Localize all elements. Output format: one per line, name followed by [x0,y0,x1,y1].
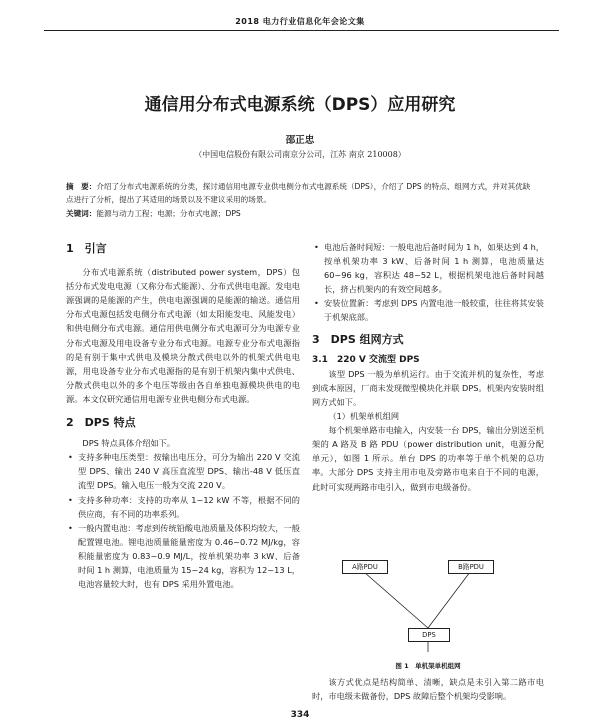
abstract-label: 摘 要： [66,182,97,191]
abstract [66,180,536,206]
subsection-1-heading: （1）机架单机组网 [328,411,400,422]
keywords-label: 关键词： [66,209,97,218]
section-2-heading: 2 DPS 特点 [66,416,136,430]
keywords-text: 能源与动力工程；电源；分布式电源；DPS [96,209,241,218]
paper-author: 邵正忠 [285,135,315,146]
abstract-text: 介绍了分布式电源系统的分类，探讨通信用电源专业供电侧分布式电源系统（DPS），介绍了 DPS 的特点、组网方式，并对其优缺点进行了分析，提出了其适用的场景以及不建议采用的场景。 [66,182,531,204]
pdu-b-box: B路PDU [448,560,494,574]
dps-box: DPS [408,628,450,642]
closing-paragraph: 该方式优点是结构简单、清晰，缺点是未引入第二路市电时，市电级未做备份，DPS 故障后整个机架均受影响。 [312,677,544,702]
keywords [66,207,536,220]
paper-title: 通信用分布式电源系统（DPS）应用研究 [144,95,456,115]
page-number: 334 [290,710,310,720]
bullet-power-range: • 支持多种功率：支持的功率从 1~12 kW 不等，根据不同的供应商，有不同的功率系列。 [66,493,300,521]
section-3-1-paragraph: 该型 DPS 一般为单机运行。由于交流并机的复杂性，考虑到成本原因，厂商未发现微型模块化并联 DPS。机架内安装时组网方式如下。 [312,368,544,407]
figure-1-caption: 图 1 单机架单机组网 [395,662,461,670]
closing-paragraph-block [312,675,544,703]
bullet-install-position: • 安装位置新：考虑到 DPS 内置电池一般较重，往往将其安装于机架底部。 [312,296,544,324]
header-rule [44,30,559,31]
connector-a [364,572,428,628]
bullet-short-backup: • 电池后备时间短：一般电池后备时间为 1 h，如果达到 4 h，按单机架功率 3 kW、后备时间 1 h 测算，电池质量达 60~96 kg，容积达 48~52 L，根据机架电池后备时间越长，挤占机架内的有效空间越多。 [312,240,544,296]
paper-affiliation: （中国电信股份有限公司南京分公司，江苏 南京 210008） [194,150,406,159]
right-column [312,240,544,494]
bullet-internal-battery: • 一般内置电池：考虑到传统铅酸电池质量及体积均较大，一般配置锂电池。锂电池质量能量密度为 0.46~0.72 MJ/kg，容积能量密度为 0.83~0.9 MJ/L，按单机架功率 3 kW、后备时间 1 h 测算，电池质量为 15~24 kg，容积为 12~13 L，电池容量较大时，也有 DPS 采用外置电池。 [66,521,300,591]
connector-b [428,572,470,628]
bullet-voltage-types: • 支持多种电压类型：按输出电压分，可分为输出 220 V 交流型 DPS、输出 240 V 高压直流型 DPS、输出-48 V 低压直流型 DPS。输入电压一般为交流 220 V。 [66,450,300,492]
running-header: 2018 电力行业信息化年会论文集 [235,17,365,26]
section-2-intro: DPS 特点具体介绍如下。 [82,438,176,449]
left-column [66,242,300,591]
section-1-heading: 1 引言 [66,242,107,255]
subsection-1-paragraph: 每个机架单路市电输入，内安装一台 DPS，输出分别送至机架的 A 路及 B 路 PDU（power distribution unit，电源分配单元），如图 1 所示。单台 DPS 的功率等于单个机架的总功率。大部分 DPS 支持主用市电及旁路市电来自于不同的电源，此时可实现两路市电引入，做到市电级备份。 [312,425,544,492]
section-3-1-heading: 3.1 220 V 交流型 DPS [312,354,420,365]
section-3-heading: 3 DPS 组网方式 [312,332,404,346]
figure-1 [312,556,544,660]
section-1-paragraph: 分布式电源系统（distributed power system，DPS）包括分布式发电电源（又称分布式能源）、分布式供电电源。发电电源强调的是能源的产生，供电电源强调的是能源的输送。通信用分布式电源包括发电侧分布式电源（如太阳能发电、风能发电）和供电侧分布式电源。通信用供电侧分布式电源可分为电源专业分布式电源及用电设备专业分布式电源。电源专业分布式电源指的是有别于集中式供电及模块分散式供电以外的机架式供电电源，用电设备专业分布式电源指的是有别于机架内集中式供电、分散式供电以外的多个电压等级由各自单独电源模块供电的电源。本文仅研究通信用电源专业供电侧分布式电源。 [66,267,300,404]
pdu-a-box: A路PDU [342,560,388,574]
